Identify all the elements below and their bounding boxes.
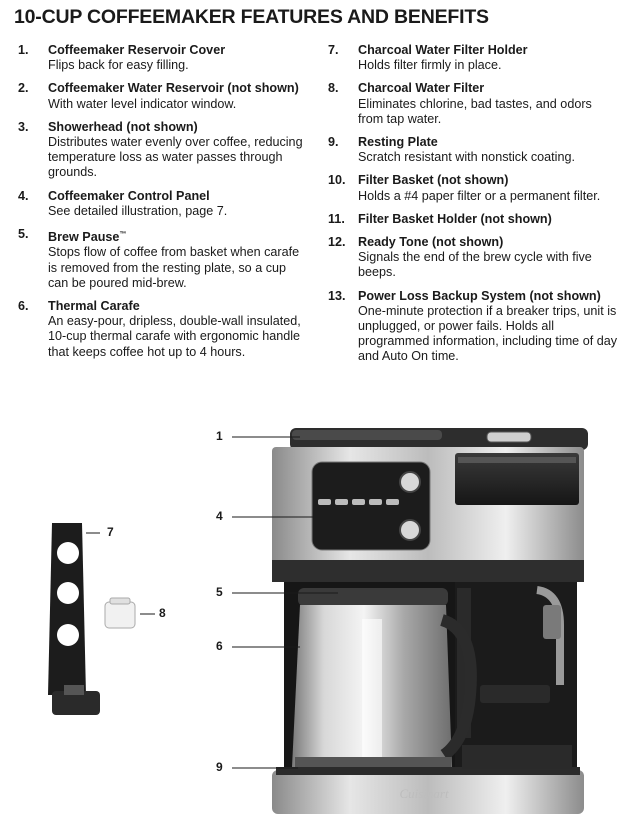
- feature-item-1: [18, 43, 308, 73]
- feature-item-10: [328, 173, 620, 203]
- feature-heading: Ready Tone (not shown): [358, 235, 504, 250]
- charcoal-filter-holder: [48, 523, 100, 715]
- feature-description: With water level indicator window.: [48, 96, 237, 111]
- feature-heading: Power Loss Backup System (not shown): [358, 288, 601, 303]
- feature-number: 6.: [18, 299, 29, 314]
- coffeemaker-drawing: [0, 395, 624, 834]
- feature-item-2: [18, 81, 308, 111]
- feature-number: 3.: [18, 119, 29, 134]
- callout-7: 7: [107, 525, 114, 539]
- page-title-bold: 10-CUP COFFEEMAKER: [14, 6, 236, 28]
- feature-description: Holds a #4 paper filter or a permanent filter.: [358, 188, 601, 203]
- page-title-rest: FEATURES AND BENEFITS: [240, 6, 489, 28]
- charcoal-filter: [105, 598, 135, 628]
- feature-number: 4.: [18, 188, 29, 203]
- feature-description: Holds filter firmly in place.: [358, 58, 502, 73]
- feature-description: Flips back for easy filling.: [48, 58, 189, 73]
- features-left-column: [18, 43, 308, 368]
- feature-heading: Charcoal Water Filter: [358, 81, 485, 96]
- feature-number: 13.: [328, 288, 346, 303]
- feature-description: Distributes water evenly over coffee, reducing temperature loss as water passes through grounds.: [48, 135, 303, 180]
- feature-heading: Filter Basket Holder (not shown): [358, 211, 552, 226]
- feature-item-5: [18, 227, 308, 291]
- feature-number: 1.: [18, 43, 29, 57]
- thermal-carafe: [292, 588, 471, 767]
- feature-number: 5.: [18, 227, 29, 242]
- feature-description: Signals the end of the brew cycle with five beeps.: [358, 250, 592, 280]
- feature-item-9: [328, 135, 620, 165]
- feature-description: An easy-pour, dripless, double-wall insulated, 10-cup thermal carafe with ergonomic handle that keeps coffee hot up to 4 hours.: [48, 314, 301, 359]
- feature-number: 10.: [328, 173, 346, 188]
- feature-number: 2.: [18, 81, 29, 96]
- feature-description: See detailed illustration, page 7.: [48, 203, 228, 218]
- callout-4: 4: [216, 509, 223, 523]
- feature-heading: Thermal Carafe: [48, 299, 140, 314]
- feature-number: 7.: [328, 43, 339, 57]
- feature-heading-wrap: [48, 227, 308, 245]
- feature-heading: Coffeemaker Water Reservoir (not shown): [48, 81, 299, 96]
- feature-description: Stops flow of coffee from basket when carafe is removed from the resting plate, so a cup can be poured mid-brew.: [48, 245, 300, 290]
- callout-1: 1: [216, 429, 223, 443]
- feature-number: 8.: [328, 81, 339, 96]
- feature-heading: Showerhead (not shown): [48, 119, 198, 134]
- feature-item-8: [328, 81, 620, 127]
- features-right-column: [328, 43, 620, 373]
- feature-heading: Coffeemaker Reservoir Cover: [48, 43, 226, 57]
- callout-6: 6: [216, 639, 223, 653]
- feature-description: Eliminates chlorine, bad tastes, and odors from tap water.: [358, 96, 592, 126]
- feature-item-4: [18, 189, 308, 219]
- callout-5: 5: [216, 585, 223, 599]
- feature-item-11: [328, 212, 620, 227]
- feature-description: Scratch resistant with nonstick coating.: [358, 150, 575, 165]
- feature-number: 9.: [328, 135, 339, 150]
- feature-heading: Brew Pause: [48, 230, 120, 245]
- feature-heading: Resting Plate: [358, 135, 438, 150]
- feature-heading: Coffeemaker Control Panel: [48, 188, 210, 203]
- trademark-symbol: ™: [119, 231, 127, 239]
- feature-description: One-minute protection if a breaker trips, unit is unplugged, or power fails. Holds all programmed information, including time of day and Auto On time.: [358, 303, 617, 364]
- feature-item-3: [18, 120, 308, 181]
- feature-heading: Charcoal Water Filter Holder: [358, 43, 528, 57]
- feature-heading: Filter Basket (not shown): [358, 173, 509, 188]
- feature-number: 12.: [328, 235, 346, 250]
- page-title: [14, 6, 489, 29]
- brand-logo: Cuisinart: [399, 786, 449, 801]
- callout-9: 9: [216, 760, 223, 774]
- feature-item-13: [328, 289, 620, 365]
- feature-item-6: [18, 299, 308, 360]
- feature-number: 11.: [328, 211, 345, 226]
- callout-8: 8: [159, 606, 166, 620]
- feature-item-12: [328, 235, 620, 281]
- coffeemaker-illustration: [0, 395, 624, 834]
- feature-item-7: [328, 43, 620, 73]
